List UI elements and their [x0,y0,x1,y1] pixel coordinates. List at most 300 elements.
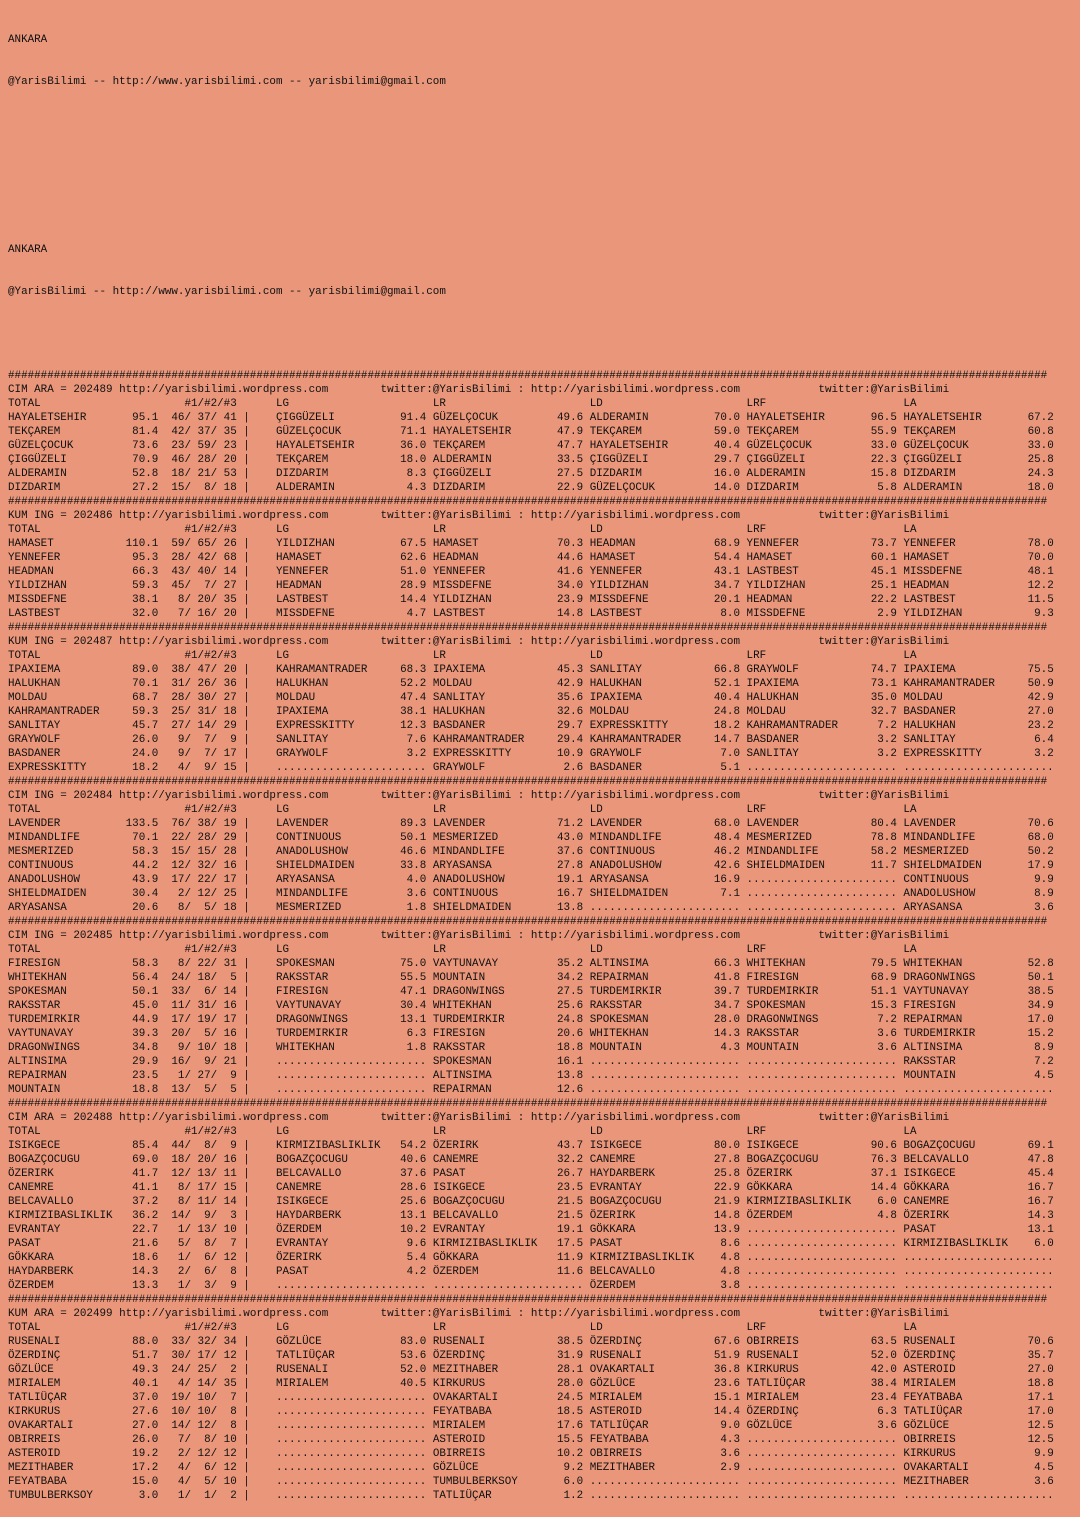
la-score: 50.2 [1021,846,1054,858]
lg-score: 28.9 [393,580,433,592]
place-counts: 18/ 21/ 53 | [158,468,276,480]
horse-name: YILDIZHAN [8,580,126,592]
total-score: 15.0 [125,1476,159,1488]
lg-name: TEKÇAREM [275,454,394,466]
lg-name: TATLIÜÇAR [275,1350,394,1362]
race-section [8,915,1054,1097]
lg-name: CANEMRE [275,1182,394,1194]
la-score: 70.0 [1021,552,1054,564]
place-counts: 2/ 12/ 25 | [158,888,276,900]
lg-score: 18.0 [393,454,433,466]
la-name: DIZDARIM [903,468,1022,480]
horse-name: ÖZERIRK [8,1168,126,1180]
la-name: KIRMIZIBASLIKLIK [903,1238,1022,1250]
lr-score: 43.7 [550,1140,590,1152]
lrf-name: IPAXIEMA [746,678,865,690]
lr-score: 12.6 [550,1084,590,1096]
lg-empty: ....................... [275,1490,433,1502]
lg-score: 37.6 [393,1168,433,1180]
spacer [8,159,1054,173]
ld-name: ARYASANSA [589,874,708,886]
lrf-score: 37.1 [864,1168,904,1180]
la-score: 34.9 [1021,1000,1054,1012]
la-score: 18.0 [1021,482,1054,494]
lrf-name: MINDANDLIFE [746,846,865,858]
column-header-line [8,1125,1054,1139]
lr-score: 19.1 [550,874,590,886]
header-ld: LD [589,804,747,816]
lrf-score: 74.7 [864,664,904,676]
lrf-name: YILDIZHAN [746,580,865,592]
race-sections [8,369,1054,1503]
ld-score: 9.0 [707,1420,747,1432]
total-score: 38.1 [125,594,159,606]
horse-name: CANEMRE [8,1182,126,1194]
lg-score: 4.7 [393,608,433,620]
lg-name: SANLITAY [275,734,394,746]
horse-name: SANLITAY [8,720,126,732]
total-score: 32.0 [125,608,159,620]
lr-score: 18.5 [550,1406,590,1418]
lr-name: ÖZERDINÇ [432,1350,551,1362]
place-counts: 23/ 59/ 23 | [158,440,276,452]
ld-name: GÖKKARA [589,1224,708,1236]
lg-name: HAYDARBERK [275,1210,394,1222]
lg-name: VAYTUNAVAY [275,1000,394,1012]
lr-name: GRAYWOLF [432,762,551,774]
lg-empty: ....................... [275,1420,433,1432]
lg-name: RUSENALI [275,1364,394,1376]
header-lrf: LRF [746,804,904,816]
total-score: 95.1 [125,412,159,424]
lg-name: ÖZERIRK [275,1252,394,1264]
horse-name: KIRMIZIBASLIKLIK [8,1210,126,1222]
horse-name: HEADMAN [8,566,126,578]
la-name: LASTBEST [903,594,1022,606]
header-ld: LD [589,524,747,536]
la-name: TEKÇAREM [903,426,1022,438]
twitter-handle: twitter:@YarisBilimi : [380,1112,531,1124]
city-heading-repeat: ANKARA [8,244,48,256]
la-score: 68.0 [1021,832,1054,844]
race-title: CIM ING = 202484 [8,790,120,802]
lr-name: DRAGONWINGS [432,986,551,998]
la-score: 42.9 [1021,692,1054,704]
lrf-score: 32.7 [864,706,904,718]
la-score: 69.1 [1021,1140,1054,1152]
lrf-name: MOLDAU [746,706,865,718]
column-header-line [8,1321,1054,1335]
horse-name: BELCAVALLO [8,1196,126,1208]
lrf-name: MESMERIZED [746,832,865,844]
la-name: DRAGONWINGS [903,972,1022,984]
ld-score: 54.4 [707,552,747,564]
place-counts: 4/ 14/ 35 | [158,1378,276,1390]
table-row [8,481,1054,495]
lr-score: 29.7 [550,720,590,732]
lrf-name: SHIELDMAIDEN [746,860,865,872]
lrf-score: 73.7 [864,538,904,550]
ld-name: OVAKARTALI [589,1364,708,1376]
lr-score: 37.6 [550,846,590,858]
section-title-line [8,1307,1054,1321]
place-counts: 1/ 6/ 12 | [158,1252,276,1264]
table-row [8,887,1054,901]
lg-name: ISIKGECE [275,1196,394,1208]
total-score: 22.7 [125,1224,159,1236]
total-score: 110.1 [125,538,159,550]
ld-score: 70.0 [707,412,747,424]
place-counts: 22/ 28/ 29 | [158,832,276,844]
blog-link: http://yarisbilimi.wordpress.com [530,930,819,942]
ld-score: 15.1 [707,1392,747,1404]
lr-name: MEZITHABER [432,1364,551,1376]
horse-name: ALTINSIMA [8,1056,126,1068]
lg-name: EXPRESSKITTY [275,720,394,732]
race-section [8,1293,1054,1503]
lg-score: 3.6 [393,888,433,900]
horse-name: ÖZERDEM [8,1280,126,1292]
lr-name: HAMASET [432,538,551,550]
lrf-score: 3.6 [864,1042,904,1054]
la-score: 24.3 [1021,468,1054,480]
lrf-name: KIRKURUS [746,1364,865,1376]
total-score: 58.3 [125,958,159,970]
total-score: 18.2 [125,762,159,774]
ld-score: 14.7 [707,734,747,746]
lrf-name: GÖKKARA [746,1182,865,1194]
table-row [8,1153,1054,1167]
ld-name: MISSDEFNE [589,594,708,606]
horse-name: REPAIRMAN [8,1070,126,1082]
place-counts: 7/ 16/ 20 | [158,608,276,620]
lr-name: YILDIZHAN [432,594,551,606]
total-score: 27.0 [125,1420,159,1432]
place-counts: 20/ 5/ 16 | [158,1028,276,1040]
table-row [8,1391,1054,1405]
ld-name: EXPRESSKITTY [589,720,708,732]
lg-name: WHITEKHAN [275,1042,394,1054]
horse-name: OBIRREIS [8,1434,126,1446]
place-counts: 38/ 47/ 20 | [158,664,276,676]
table-row [8,1041,1054,1055]
place-counts: 45/ 7/ 27 | [158,580,276,592]
lr-name: WHITEKHAN [432,1000,551,1012]
horse-name: WHITEKHAN [8,972,126,984]
ld-name: GÜZELÇOCUK [589,482,708,494]
header-lg: LG [275,398,433,410]
la-name: FIRESIGN [903,1000,1022,1012]
lr-score: 34.2 [550,972,590,984]
lg-score: 10.2 [393,1224,433,1236]
header-ld: LD [589,650,747,662]
lg-name: ÇIGGÜZELI [275,412,394,424]
ld-score: 43.1 [707,566,747,578]
table-row [8,845,1054,859]
table-row [8,537,1054,551]
ld-name: MOUNTAIN [589,1042,708,1054]
header-places: #1/#2/#3 [184,524,276,536]
ld-name: HAMASET [589,552,708,564]
ld-score: 42.6 [707,860,747,872]
la-name: CANEMRE [903,1196,1022,1208]
twitter-handle: twitter:@YarisBilimi : [380,790,531,802]
lg-name: DRAGONWINGS [275,1014,394,1026]
lrf-name: BOGAZÇOCUGU [746,1154,865,1166]
place-counts: 9/ 7/ 9 | [158,734,276,746]
header-la: LA [903,1322,917,1334]
lrf-score: 3.2 [864,748,904,760]
table-row [8,1405,1054,1419]
lr-score: 13.8 [550,1070,590,1082]
lr-score: 42.9 [550,678,590,690]
place-counts: 24/ 18/ 5 | [158,972,276,984]
ld-score: 27.8 [707,1154,747,1166]
header-places: #1/#2/#3 [184,804,276,816]
header-places: #1/#2/#3 [184,650,276,662]
lg-empty: ....................... [275,1084,433,1096]
la-score: 27.0 [1021,706,1054,718]
lrf-empty: ....................... [746,888,904,900]
lrf-empty: ....................... [746,874,904,886]
ld-name: RUSENALI [589,1350,708,1362]
lg-score: 25.6 [393,1196,433,1208]
lr-score: 26.7 [550,1168,590,1180]
lrf-empty: ....................... [746,1238,904,1250]
la-name: HAYALETSEHIR [903,412,1022,424]
la-score: 7.2 [1021,1056,1054,1068]
lg-empty: ....................... [275,1392,433,1404]
total-score: 45.7 [125,720,159,732]
lr-score: 27.5 [550,468,590,480]
ld-score: 21.9 [707,1196,747,1208]
section-title-line [8,789,1054,803]
lg-score: 28.6 [393,1182,433,1194]
lg-name: MIRIALEM [275,1378,394,1390]
ld-score: 46.2 [707,846,747,858]
place-counts: 27/ 14/ 29 | [158,720,276,732]
lrf-score: 5.8 [864,482,904,494]
lr-name: ALDERAMIN [432,454,551,466]
lrf-score: 76.3 [864,1154,904,1166]
race-title: KUM ING = 202487 [8,636,120,648]
blog-link: http://yarisbilimi.wordpress.com [530,384,819,396]
la-name: GÜZELÇOCUK [903,440,1022,452]
race-title: KUM ARA = 202499 [8,1308,120,1320]
place-counts: 14/ 12/ 8 | [158,1420,276,1432]
la-name: HEADMAN [903,580,1022,592]
ld-name: ÖZERDEM [589,1280,708,1292]
lg-score: 13.1 [393,1014,433,1026]
lg-score: 30.4 [393,1000,433,1012]
lr-name: HAYALETSEHIR [432,426,551,438]
lrf-empty: ....................... [746,1476,904,1488]
horse-name: RAKSSTAR [8,1000,126,1012]
place-counts: 8/ 5/ 18 | [158,902,276,914]
lr-score: 44.6 [550,552,590,564]
section-title-line [8,509,1054,523]
la-score: 70.6 [1021,818,1054,830]
ld-name: SPOKESMAN [589,1014,708,1026]
header-places: #1/#2/#3 [184,1126,276,1138]
lg-name: PASAT [275,1266,394,1278]
header-la: LA [903,524,917,536]
total-score: 14.3 [125,1266,159,1278]
la-name: MISSDEFNE [903,566,1022,578]
lrf-name: LAVENDER [746,818,865,830]
lg-empty: ....................... [275,1280,433,1292]
lrf-name: ÖZERDINÇ [746,1406,865,1418]
contact-line-repeat: @YarisBilimi -- http://www.yarisbilimi.com -- yarisbilimi@gmail.com [8,286,446,298]
ld-score: 8.6 [707,1238,747,1250]
lr-name: SHIELDMAIDEN [432,902,551,914]
la-score: 6.0 [1021,1238,1054,1250]
lr-name: MINDANDLIFE [432,846,551,858]
total-score: 50.1 [125,986,159,998]
place-counts: 1/ 27/ 9 | [158,1070,276,1082]
lr-name: SANLITAY [432,692,551,704]
blog-link: http://yarisbilimi.wordpress.com [530,636,819,648]
la-name: KIRKURUS [903,1448,1022,1460]
ld-score: 68.0 [707,818,747,830]
lg-empty: ....................... [275,762,433,774]
lg-score: 51.0 [393,566,433,578]
section-separator: ############################################################################################################################################################### [8,916,1048,928]
ld-name: OBIRREIS [589,1448,708,1460]
horse-name: TUMBULBERKSOY [8,1490,126,1502]
horse-name: TEKÇAREM [8,426,126,438]
lr-name: ÇIGGÜZELI [432,468,551,480]
la-empty: ....................... [903,762,1054,774]
total-score: 49.3 [125,1364,159,1376]
lr-name: ISIKGECE [432,1182,551,1194]
ld-score: 8.0 [707,608,747,620]
ld-name: LAVENDER [589,818,708,830]
lrf-score: 25.1 [864,580,904,592]
ld-score: 14.3 [707,1028,747,1040]
lg-score: 75.0 [393,958,433,970]
la-name: IPAXIEMA [903,664,1022,676]
blog-link: http://yarisbilimi.wordpress.com [119,1112,381,1124]
lr-name: KAHRAMANTRADER [432,734,551,746]
la-name: ISIKGECE [903,1168,1022,1180]
lg-score: 6.3 [393,1028,433,1040]
table-row [8,551,1054,565]
total-score: 27.2 [125,482,159,494]
lg-name: DIZDARIM [275,468,394,480]
ld-score: 66.3 [707,958,747,970]
lg-score: 9.6 [393,1238,433,1250]
table-row [8,1139,1054,1153]
ld-score: 66.8 [707,664,747,676]
horse-name: OVAKARTALI [8,1420,126,1432]
lr-score: 6.0 [550,1476,590,1488]
race-title: CIM ING = 202485 [8,930,120,942]
header-lrf: LRF [746,944,904,956]
place-counts: 28/ 42/ 68 | [158,552,276,564]
lrf-score: 7.2 [864,720,904,732]
header-la: LA [903,1126,917,1138]
lg-score: 40.5 [393,1378,433,1390]
la-score: 17.0 [1021,1406,1054,1418]
la-name: MOLDAU [903,692,1022,704]
total-score: 21.6 [125,1238,159,1250]
lrf-score: 14.4 [864,1182,904,1194]
lrf-name: OBIRREIS [746,1336,865,1348]
lr-score: 47.9 [550,426,590,438]
ld-score: 52.1 [707,678,747,690]
lr-name: MISSDEFNE [432,580,551,592]
ld-score: 36.8 [707,1364,747,1376]
total-score: 133.5 [125,818,159,830]
lr-empty: ....................... [432,1280,590,1292]
blog-link: http://yarisbilimi.wordpress.com [119,636,381,648]
lrf-score: 58.2 [864,846,904,858]
lr-name: ARYASANSA [432,860,551,872]
contact-line: @YarisBilimi -- http://www.yarisbilimi.com -- yarisbilimi@gmail.com [8,76,446,88]
lg-score: 83.0 [393,1336,433,1348]
la-name: KAHRAMANTRADER [903,678,1022,690]
lr-score: 33.5 [550,454,590,466]
ld-empty: ....................... [589,1084,747,1096]
lr-score: 71.2 [550,818,590,830]
total-score: 45.0 [125,1000,159,1012]
la-name: HALUKHAN [903,720,1022,732]
total-score: 24.0 [125,748,159,760]
horse-name: MIRIALEM [8,1378,126,1390]
ld-name: GRAYWOLF [589,748,708,760]
lg-name: SHIELDMAIDEN [275,860,394,872]
ld-name: ALDERAMIN [589,412,708,424]
lrf-score: 79.5 [864,958,904,970]
la-score: 16.7 [1021,1196,1054,1208]
lrf-name: KIRMIZIBASLIKLIK [746,1196,865,1208]
lg-name: ARYASANSA [275,874,394,886]
lr-name: FEYATBABA [432,1406,551,1418]
horse-name: ALDERAMIN [8,468,126,480]
lrf-empty: ....................... [746,1070,904,1082]
place-counts: 10/ 10/ 8 | [158,1406,276,1418]
table-row [8,467,1054,481]
lr-name: YENNEFER [432,566,551,578]
horse-name: ÖZERDINÇ [8,1350,126,1362]
lr-name: BASDANER [432,720,551,732]
lrf-name: ÇIGGÜZELI [746,454,865,466]
lr-name: IPAXIEMA [432,664,551,676]
la-name: ANADOLUSHOW [903,888,1022,900]
lr-score: 15.5 [550,1434,590,1446]
table-row [8,971,1054,985]
lg-score: 38.1 [393,706,433,718]
lg-score: 52.0 [393,1364,433,1376]
column-header-line [8,943,1054,957]
lrf-empty: ....................... [746,1448,904,1460]
section-separator: ############################################################################################################################################################### [8,1294,1048,1306]
table-row [8,999,1054,1013]
la-score: 23.2 [1021,720,1054,732]
ld-score: 3.6 [707,1448,747,1460]
place-counts: 11/ 31/ 16 | [158,1000,276,1012]
lg-score: 71.1 [393,426,433,438]
table-row [8,1181,1054,1195]
table-row [8,1363,1054,1377]
la-score: 15.2 [1021,1028,1054,1040]
table-row [8,1055,1054,1069]
lrf-score: 73.1 [864,678,904,690]
la-empty: ....................... [903,1490,1054,1502]
lrf-empty: ....................... [746,1224,904,1236]
la-score: 17.1 [1021,1392,1054,1404]
